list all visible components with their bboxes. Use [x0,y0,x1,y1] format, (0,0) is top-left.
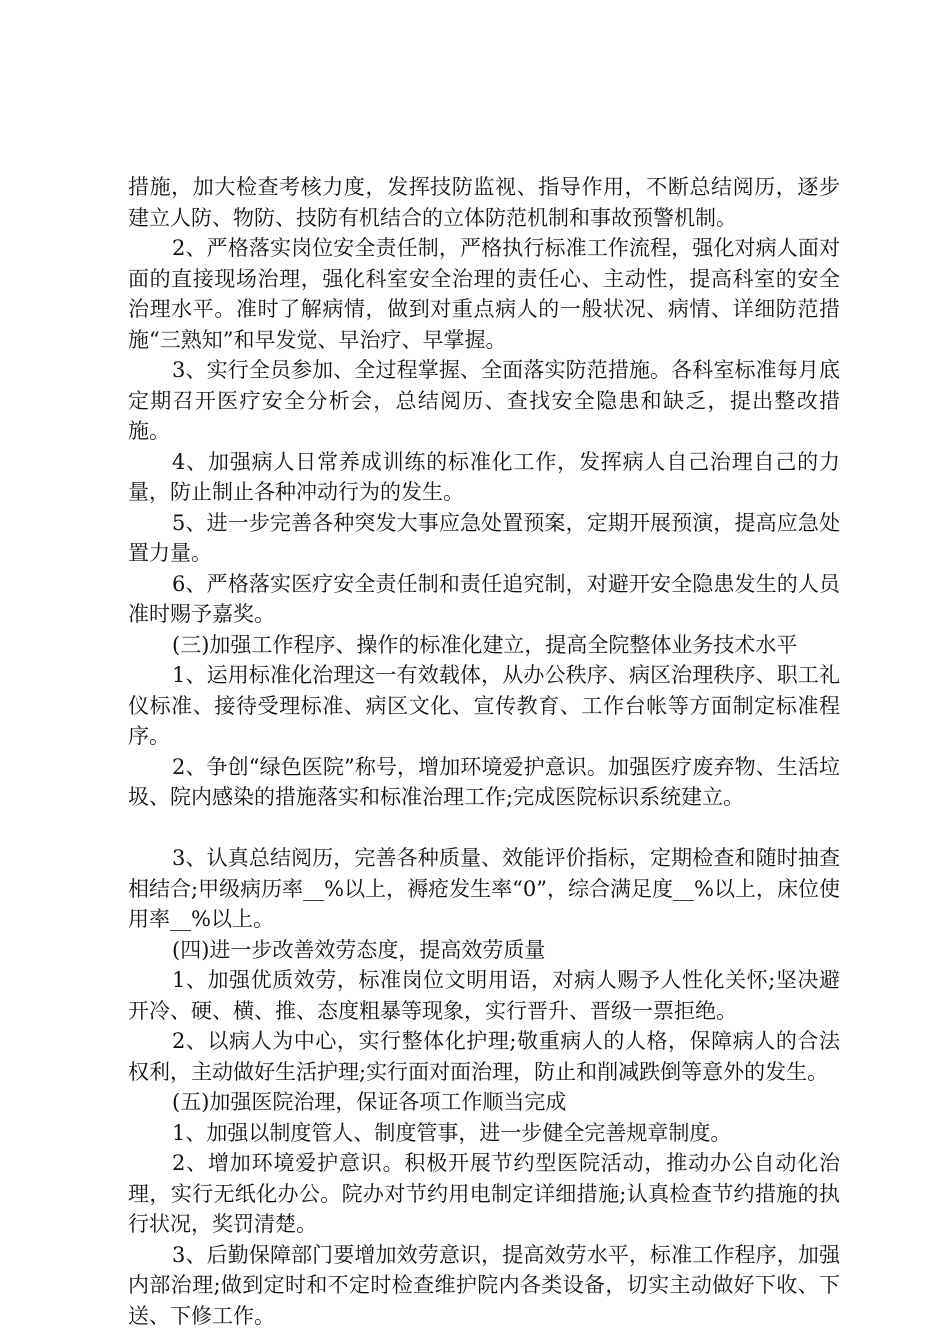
paragraph-item-6-accountability: 6、严格落实医疗安全责任制和责任追究制，对避开安全隐患发生的人员准时赐予嘉奖。 [128,571,840,626]
section-heading-3-standardization: (三)加强工作程序、操作的标准化建立，提高全院整体业务技术水平 [172,632,798,657]
paragraph-continuation: 措施，加大检查考核力度，发挥技防监视、指导作用，不断总结阅历，逐步建立人防、物防、技防有机结合的立体防范机制和事故预警机制。 [128,175,840,230]
paragraph-item-4-patient-training: 4、加强病人日常养成训练的标准化工作，发挥病人自己治理自己的力量，防止制止各种冲动行为的发生。 [128,449,840,504]
section-heading-4-service-attitude: (四)进一步改善效劳态度，提高效劳质量 [172,937,546,962]
paragraph-quality-indicators: 3、认真总结阅历，完善各种质量、效能评价指标，定期检查和随时抽查相结合;甲级病历率__%以上，褥疮发生率“0”，综合满足度__%以上，床位使用率__%以上。 [128,846,840,931]
paragraph-standard-management: 1、运用标准化治理这一有效载体，从办公秩序、病区治理秩序、职工礼仪标准、接待受理标准、病区文化、宣传教育、工作台帐等方面制定标准程序。 [128,663,840,748]
paragraph-green-hospital: 2、争创“绿色医院”称号，增加环境爱护意识。加强医疗废弃物、生活垃圾、院内感染的措施落实和标准治理工作;完成医院标识系统建立。 [128,754,840,809]
paragraph-item-3-full-participation: 3、实行全员参加、全过程掌握、全面落实防范措施。各科室标准每月底定期召开医疗安全分析会，总结阅历、查找安全隐患和缺乏，提出整改措施。 [128,358,840,443]
paragraph-patient-centered: 2、以病人为中心，实行整体化护理;敬重病人的人格，保障病人的合法权利，主动做好生活护理;实行面对面治理，防止和削减跌倒等意外的发生。 [128,1029,840,1084]
paragraph-rules-system: 1、加强以制度管人、制度管事，进一步健全完善规章制度。 [172,1120,732,1145]
paragraph-item-2-safety-responsibility: 2、严格落实岗位安全责任制，严格执行标准工作流程，强化对病人面对面的直接现场治理，强化科室安全治理的责任心、主动性，提高科室的安全治理水平。准时了解病情，做到对重点病人的一般状况、病情、详细防范措施“三熟知”和早发觉、早治疗、早掌握。 [128,236,840,352]
document-body [128,172,840,1331]
section-heading-5-hospital-management: (五)加强医院治理，保证各项工作顺当完成 [172,1090,567,1114]
paragraph-logistics-service: 3、后勤保障部门要增加效劳意识，提高效劳水平，标准工作程序，加强内部治理;做到定时和不定时检查维护院内各类设备，切实主动做好下收、下送、下修工作。 [128,1242,840,1328]
paragraph-quality-service: 1、加强优质效劳，标准岗位文明用语，对病人赐予人性化关怀;坚决避开冷、硬、横、推、态度粗暴等现象，实行晋升、晋级一票拒绝。 [128,968,840,1023]
paragraph-item-5-emergency-plan: 5、进一步完善各种突发大事应急处置预案，定期开展预演，提高应急处置力量。 [128,510,840,565]
paragraph-environment-protection: 2、增加环境爱护意识。积极开展节约型医院活动，推动办公自动化治理，实行无纸化办公。院办对节约用电制定详细措施;认真检查节约措施的执行状况，奖罚清楚。 [128,1151,840,1236]
